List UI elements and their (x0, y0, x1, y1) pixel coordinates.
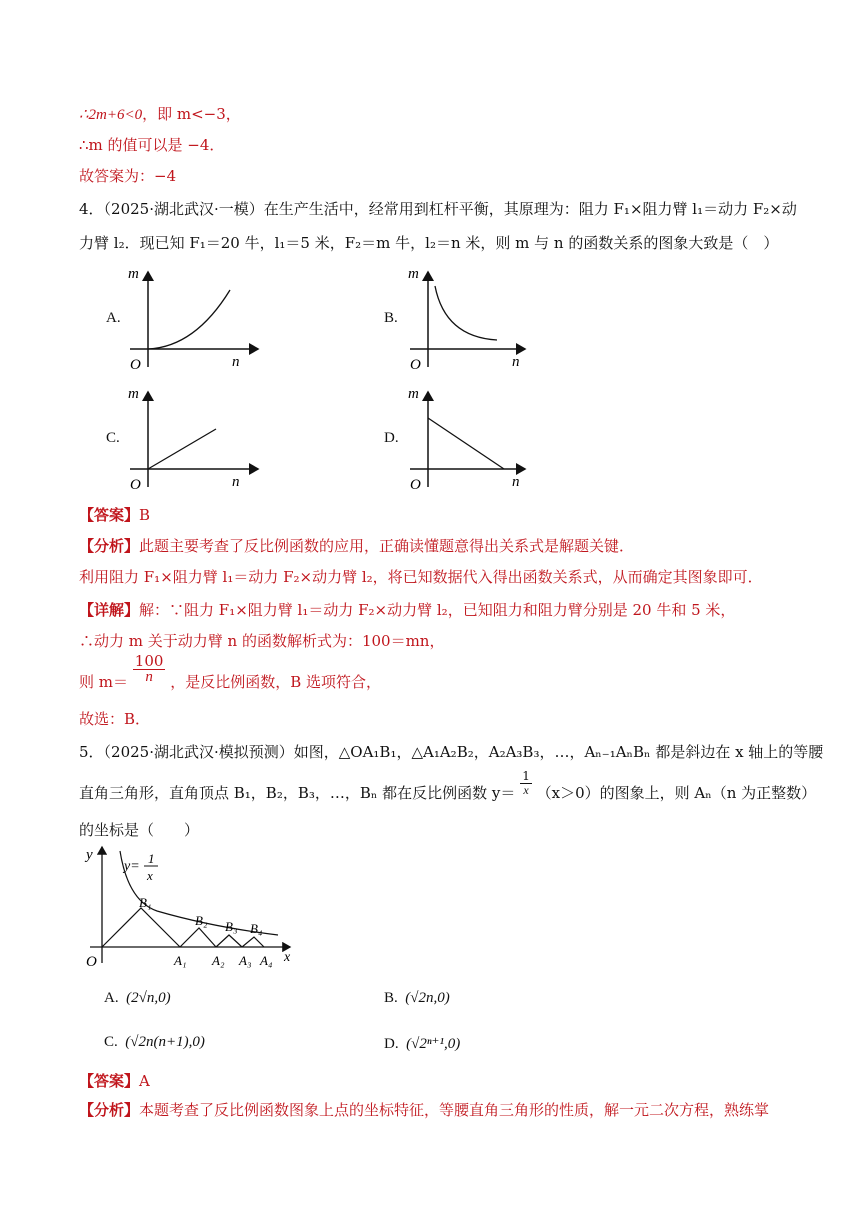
label-a4: A₄ (260, 953, 273, 968)
curve (435, 286, 497, 340)
analysis-tag: 【分析】 (79, 537, 140, 555)
q5-option-c (104, 1034, 205, 1051)
func-label-den: x (147, 868, 153, 883)
q5-stem-line3: 的坐标是（ ） (79, 821, 200, 839)
q5-option-b (384, 990, 450, 1007)
analysis-text: 本题考查了反比例函数图象上点的坐标特征，等腰直角三角形的性质，解一元二次方程，熟练掌 (139, 1101, 770, 1119)
step-value: ∴m 的值可以是 −4． (79, 136, 225, 154)
fraction-numerator: 100 (134, 651, 164, 670)
label-b4: B₄ (250, 921, 263, 936)
q4-option-b-label: B. (384, 310, 398, 326)
fraction-numerator: 1 (522, 768, 530, 783)
triangle-2 (180, 928, 216, 947)
func-label-num: 1 (148, 851, 155, 866)
detail3-pre: 则 m＝ (79, 673, 128, 691)
q4-stem-line2: 力臂 l₂．现已知 F₁＝20 牛，l₁＝5 米，F₂＝m 牛，l₂＝n 米，则 m 与 n 的函数关系的图象大致是（ ） (79, 234, 779, 252)
line (148, 429, 216, 469)
option-text: (√2ⁿ⁺¹,0) (406, 1036, 461, 1052)
detail3-post: ，是反比例函数，B 选项符合， (170, 673, 381, 691)
fraction-denominator: n (145, 668, 153, 685)
fraction-1-over-x (520, 770, 532, 797)
q4-option-b-graph (400, 262, 550, 377)
q4-detail-line1 (79, 600, 735, 620)
x-axis-label: n (512, 354, 520, 370)
x-axis-label: n (232, 354, 240, 370)
q4-option-d-label: D. (384, 430, 399, 446)
q5-figure (82, 843, 302, 973)
q4-option-c-label: C. (106, 430, 120, 446)
q5-answer (79, 1071, 150, 1091)
analysis-text: 此题主要考查了反比例函数的应用，正确读懂题意得出关系式是解题关键． (139, 537, 635, 555)
q4-analysis-line2: 利用阻力 F₁×阻力臂 l₁＝动力 F₂×动力臂 l₂，将已知数据代入得出函数关系式，从而确定其图象即可． (79, 568, 763, 586)
answer-value: A (139, 1072, 150, 1090)
option-label: D. (384, 1036, 399, 1052)
q5-analysis (79, 1100, 769, 1120)
y-axis-label: m (128, 266, 139, 282)
option-label: A. (104, 990, 119, 1006)
option-label: B. (384, 990, 398, 1006)
q4-option-a-label: A. (106, 310, 121, 326)
q5-stem-line2 (79, 768, 817, 803)
x-axis-label: x (284, 950, 291, 965)
fraction-100-over-n (133, 651, 166, 685)
detail-text: 解：∵阻力 F₁×阻力臂 l₁＝动力 F₂×动力臂 l₂，已知阻力和阻力臂分别是 20 牛和 5 米， (139, 601, 736, 619)
option-text: (2√n,0) (126, 990, 171, 1006)
x-axis-label: n (232, 474, 240, 490)
origin-label: O (410, 477, 421, 493)
option-text: (√2n(n+1),0) (125, 1034, 205, 1050)
q4-answer (79, 505, 150, 525)
answer-value: B (139, 506, 151, 524)
q4-option-d-graph (400, 382, 550, 497)
origin-label: O (410, 357, 421, 373)
q4-option-c-graph (120, 382, 270, 497)
y-axis-label: m (408, 386, 419, 402)
option-label: C. (104, 1034, 118, 1050)
step-answer: 故答案为：−4 (79, 167, 177, 185)
q5-line2-pre: 直角三角形，直角顶点 B₁，B₂，B₃，…，Bₙ 都在反比例函数 y＝ (79, 784, 516, 802)
q5-option-d (384, 1034, 460, 1053)
label-a2: A₂ (212, 953, 225, 968)
q4-stem-line1: 4．（2025·湖北武汉·一模）在生产生活中，经常用到杠杆平衡，其原理为：阻力 F₁×阻力臂 l₁＝动力 F₂×动 (79, 200, 797, 218)
triangle-4 (242, 937, 264, 947)
q4-analysis (79, 536, 634, 556)
triangle-3 (216, 935, 242, 947)
q4-detail-line2: ∴动力 m 关于动力臂 n 的函数解析式为：100＝mn， (79, 632, 445, 650)
line (428, 418, 504, 469)
analysis-tag: 【分析】 (79, 1101, 140, 1119)
step-inequality (79, 104, 241, 125)
curve (148, 290, 230, 349)
answer-tag: 【答案】 (79, 1072, 140, 1090)
origin-label: O (86, 954, 97, 970)
answer-tag: 【答案】 (79, 506, 140, 524)
label-b1: B₁ (139, 895, 152, 910)
label-b3: B₃ (225, 919, 238, 934)
q4-detail-line3 (79, 651, 381, 692)
func-label-pre: y= (124, 859, 140, 874)
q4-detail-line4: 故选：B． (79, 710, 151, 728)
q4-option-a-graph (120, 262, 270, 377)
x-axis-label: n (512, 474, 520, 490)
y-axis-label: m (128, 386, 139, 402)
label-a1: A₁ (174, 953, 187, 968)
q5-stem-line1: 5．（2025·湖北武汉·模拟预测）如图，△OA₁B₁，△A₁A₂B₂，A₂A₃B₃，…，Aₙ₋₁AₙBₙ 都是斜边在 x 轴上的等腰 (79, 743, 824, 761)
q5-line2-post: （x＞0）的图象上，则 Aₙ（n 为正整数） (536, 784, 817, 802)
label-b2: B₂ (195, 913, 208, 928)
y-axis-label: m (408, 266, 419, 282)
origin-label: O (130, 357, 141, 373)
option-text: (√2n,0) (405, 990, 450, 1006)
origin-label: O (130, 477, 141, 493)
fraction-denominator: x (523, 782, 529, 797)
detail-tag: 【详解】 (79, 601, 140, 619)
inequality-math: ∴2m+6<0 (79, 107, 143, 123)
y-axis-label: y (86, 847, 93, 863)
q5-option-a (104, 990, 171, 1007)
inequality-rest: ，即 m<−3， (142, 105, 241, 123)
label-a3: A₃ (239, 953, 252, 968)
